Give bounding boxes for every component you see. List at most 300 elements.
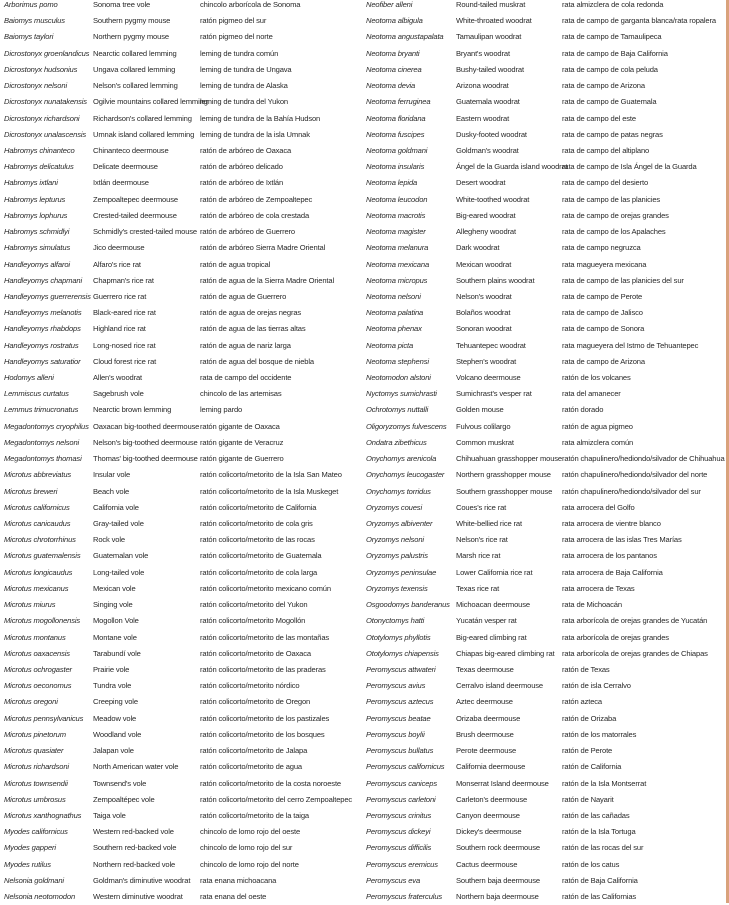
english-name-cell: Tamaulipan woodrat [456,32,522,42]
scientific-name-cell: Oryzomys peninsulae [366,567,437,577]
english-name-cell: Stephen's woodrat [456,356,517,366]
scientific-name-cell: Ototylomys chiapensis [366,648,439,658]
table-row [362,662,726,678]
english-name-cell: Guatemala woodrat [456,97,520,107]
english-name-cell: White-bellied rice rat [456,519,522,528]
spanish-name-cell: rata enana del oeste [200,892,267,902]
spanish-name-cell: ratón de agua de Guerrero [200,291,287,301]
english-name-cell: Monserrat Island deermouse [456,778,549,788]
scientific-name-cell: Osgoodomys banderanus [366,600,450,610]
scientific-name-cell: Peromyscus californicus [366,762,445,772]
scientific-name-cell: Handleyomys saturatior [4,356,81,366]
scientific-name-cell: Peromyscus avius [366,681,426,691]
scientific-name-cell: Dicrostonyx nelsoni [4,81,67,91]
table-row [362,419,726,435]
spanish-name-cell: rata de campo de Arizona [562,81,645,91]
scientific-name-cell: Neotoma albigula [366,16,423,26]
scientific-name-cell: Peromyscus boylii [366,729,425,739]
english-name-cell: Fulvous colilargo [456,421,511,431]
scientific-name-cell: Peromyscus bullatus [366,746,434,756]
english-name-cell: Southern baja deermouse [456,875,540,885]
scientific-name-cell: Microtus mogollonensis [4,616,81,626]
table-row [362,840,726,856]
table-row [0,94,362,110]
spanish-name-cell: rata de campo del altiplano [562,145,650,155]
spanish-name-cell: ratón colicorto/metorito de los pastizales [200,713,330,723]
english-name-cell: California deermouse [456,762,526,772]
english-name-cell: Nelson's big-toothed deermouse [93,437,198,447]
english-name-cell: Carleton's deermouse [456,794,528,804]
english-name-cell: Chapman's rice rat [93,275,154,285]
table-row [0,192,362,208]
table-row [362,29,726,45]
table-row [0,29,362,45]
scientific-name-cell: Peromyscus caniceps [366,778,438,788]
scientific-name-cell: Neotoma lepida [366,178,418,188]
scientific-name-cell: Otonyctomys hatti [366,616,425,626]
scientific-name-cell: Megadontomys nelsoni [4,437,80,447]
table-row [362,451,726,467]
english-name-cell: Meadow vole [93,713,137,723]
scientific-name-cell: Nelsonia neotomodon [4,892,76,902]
scientific-name-cell: Microtus umbrosus [4,794,66,804]
english-name-cell: Northern baja deermouse [456,892,539,902]
table-row [362,613,726,629]
english-name-cell: Chinanteco deermouse [93,145,169,155]
scientific-name-cell: Neofiber alleni [366,0,413,9]
spanish-name-cell: rata arborícola de orejas grandes de Yucatán [562,616,708,626]
spanish-name-cell: ratón gigante de Oaxaca [200,421,280,431]
spanish-name-cell: ratón colicorto/metorito de agua [200,762,302,772]
spanish-name-cell: ratón azteca [562,697,602,707]
scientific-name-cell: Microtus mexicanus [4,583,69,593]
english-name-cell: Long-nosed rice rat [93,340,156,350]
spanish-name-cell: rata de campo del occidente [200,373,292,383]
scientific-name-cell: Peromyscus crinitus [366,810,432,820]
scientific-name-cell: Peromyscus beatae [366,713,431,723]
spanish-name-cell: chincolo arborícola de Sonoma [200,0,301,9]
spanish-name-cell: ratón de Baja California [562,875,638,885]
spanish-name-cell: rata de campo del este [562,113,636,123]
english-name-cell: California vole [93,502,139,512]
spanish-name-cell: ratón colicorto/metorito del Yukon [200,600,308,610]
table-row [362,208,726,224]
english-name-cell: Goldman's diminutive woodrat [93,875,191,885]
english-name-cell: Long-tailed vole [93,567,145,577]
table-row [0,338,362,354]
spanish-name-cell: ratón de Perote [562,746,613,756]
spanish-name-cell: rata arrocera de las islas Tres Marías [562,535,682,545]
scientific-name-cell: Microtus pennsylvanicus [4,713,84,723]
english-name-cell: Southern grasshopper mouse [456,486,553,496]
spanish-name-cell: ratón colicorto/metorito de Jalapa [200,746,308,756]
spanish-name-cell: chincolo de las artemisas [200,389,282,399]
english-name-cell: Round-tailed muskrat [456,0,526,9]
table-row [362,711,726,727]
english-name-cell: Desert woodrat [456,178,506,188]
spanish-name-cell: ratón pigmeo del norte [200,32,273,42]
spanish-name-cell: ratón pigmeo del sur [200,16,267,26]
table-row [362,240,726,256]
english-name-cell: Mexican woodrat [456,259,512,269]
scientific-name-cell: Hodomys alleni [4,373,54,383]
scientific-name-cell: Neotoma angustapalata [366,32,444,42]
table-row [362,192,726,208]
table-row [0,500,362,516]
english-name-cell: Aztec deermouse [456,697,513,707]
spanish-name-cell: ratón de arbóreo de Zempoaltepec [200,194,313,204]
spanish-name-cell: ratón colicorto/metorito de los bosques [200,729,325,739]
spanish-name-cell: ratón colicorto/metorito de Oregon [200,697,311,707]
table-row [362,532,726,548]
spanish-name-cell: ratón de arbóreo de Oaxaca [200,145,292,155]
english-name-cell: Cerralvo island deermouse [456,681,543,691]
english-name-cell: Sonoma tree vole [93,0,151,9]
spanish-name-cell: rata arrocera de los pantanos [562,551,657,561]
english-name-cell: Creeping vole [93,697,138,707]
english-name-cell: Western red-backed vole [93,827,174,837]
spanish-name-cell: rata de campo de Jalisco [562,308,643,318]
english-name-cell: Ixtlán deermouse [93,178,149,188]
spanish-name-cell: rata de campo de Guatemala [562,97,657,107]
scientific-name-cell: Myodes gapperi [4,843,56,853]
english-name-cell: Allegheny woodrat [456,227,516,237]
spanish-name-cell: ratón de agua pigmeo [562,421,633,431]
english-name-cell: Rock vole [93,535,125,545]
english-name-cell: Tehuantepec woodrat [456,340,526,350]
spanish-name-cell: leming de tundra común [200,48,279,58]
scientific-name-cell: Habromys chinanteco [4,145,75,155]
table-row [0,532,362,548]
english-name-cell: Arizona woodrat [456,81,509,91]
scientific-name-cell: Megadontomys thomasi [4,454,82,464]
spanish-name-cell: ratón colicorto/metorito de Guatemala [200,551,322,561]
english-name-cell: Bryant's woodrat [456,48,510,58]
table-row [362,386,726,402]
scientific-name-cell: Neotoma fuscipes [366,129,425,139]
table-row [0,175,362,191]
scientific-name-cell: Oryzomys couesi [366,502,422,512]
english-name-cell: Mogollon Vole [93,616,139,626]
spanish-name-cell: rata de campo del desierto [562,178,649,188]
table-row [362,402,726,418]
spanish-name-cell: ratón colicorto/metorito de cola larga [200,567,318,577]
spanish-name-cell: rata de campo de Perote [562,291,643,301]
table-row [0,581,362,597]
spanish-name-cell: ratón dorado [562,405,604,415]
table-row [0,208,362,224]
table-row [0,484,362,500]
scientific-name-cell: Oligoryzomys fulvescens [366,421,447,431]
english-name-cell: Insular vole [93,470,131,480]
english-name-cell: Lower California rice rat [456,567,533,577]
scientific-name-cell: Ondatra zibethicus [366,437,427,447]
scientific-name-cell: Neotoma melanura [366,243,429,253]
spanish-name-cell: ratón de los catus [562,859,620,869]
english-name-cell: Southern rock deermouse [456,843,540,853]
spanish-name-cell: rata almizclera de cola redonda [562,0,664,9]
table-row [0,78,362,94]
spanish-name-cell: ratón de arbóreo delicado [200,162,283,172]
spanish-name-cell: rata de campo de Sonora [562,324,645,334]
spanish-name-cell: rata almizclera común [562,437,634,447]
scientific-name-cell: Microtus xanthognathus [4,810,82,820]
scientific-name-cell: Handleyomys alfaroi [4,259,70,269]
scientific-name-cell: Oryzomys albiventer [366,519,433,528]
scientific-name-cell: Myodes rutilus [4,859,51,869]
spanish-name-cell: ratón de arbóreo de cola crestada [200,210,310,220]
english-name-cell: Townsend's vole [93,778,147,788]
scientific-name-cell: Neotoma cinerea [366,64,422,74]
scientific-name-cell: Microtus californicus [4,502,70,512]
english-name-cell: Sonoran woodrat [456,324,512,334]
english-name-cell: Montane vole [93,632,137,642]
english-name-cell: Big-eared woodrat [456,210,516,220]
spanish-name-cell: ratón gigante de Veracruz [200,437,284,447]
english-name-cell: Allen's woodrat [93,373,143,383]
spanish-name-cell: ratón de Texas [562,664,610,674]
scientific-name-cell: Neotoma mexicana [366,259,430,269]
spanish-name-cell: ratón colicorto/metorito del cerro Zempoaltepec [200,794,353,804]
english-name-cell: Texas deermouse [456,664,514,674]
scientific-name-cell: Handleyomys guerrerensis [4,291,91,301]
scientific-name-cell: Onychomys arenicola [366,454,437,464]
table-row [0,257,362,273]
table-row [362,224,726,240]
spanish-name-cell: rata de campo negruzca [562,243,641,253]
spanish-name-cell: ratón de arbóreo de Guerrero [200,227,296,237]
scientific-name-cell: Microtus oeconomus [4,681,72,691]
english-name-cell: Dark woodrat [456,243,500,253]
scientific-name-cell: Baiomys musculus [4,16,65,26]
scientific-name-cell: Oryzomys nelsoni [366,535,424,545]
table-row [362,646,726,662]
spanish-name-cell: rata de campo de patas negras [562,129,663,139]
english-name-cell: Yucatán vesper rat [456,616,517,626]
scientific-name-cell: Microtus canicaudus [4,519,71,528]
scientific-name-cell: Neotoma phenax [366,324,422,334]
table-row [362,94,726,110]
scientific-name-cell: Neotoma picta [366,340,414,350]
english-name-cell: Northern pygmy mouse [93,32,169,42]
scientific-name-cell: Neotoma floridana [366,113,426,123]
english-name-cell: Bushy-tailed woodrat [456,64,524,74]
table-row [362,759,726,775]
scientific-name-cell: Microtus pinetorum [4,729,66,739]
scientific-name-cell: Handleyomys chapmani [4,275,83,285]
table-row [362,873,726,889]
scientific-name-cell: Ochrotomys nuttalli [366,405,429,415]
scientific-name-cell: Peromyscus dickeyi [366,827,431,837]
spanish-name-cell: ratón de la Isla Montserrat [562,778,647,788]
english-name-cell: Alfaro's rice rat [93,259,141,269]
english-name-cell: Marsh rice rat [456,551,501,561]
spanish-name-cell: chincolo de lomo rojo del oeste [200,827,301,837]
table-row [362,273,726,289]
spanish-name-cell: rata de campo de las planicies [562,194,661,204]
spanish-name-cell: ratón de los volcanes [562,373,631,383]
table-row [0,354,362,370]
spanish-name-cell: ratón colicorto/metorito de las montañas [200,632,330,642]
table-row [0,694,362,710]
scientific-name-cell: Habromys delicatulus [4,162,74,172]
spanish-name-cell: rata de campo de Baja California [562,48,668,58]
table-row [0,419,362,435]
spanish-name-cell: ratón colicorto/metorito nórdico [200,681,300,691]
spanish-name-cell: rata del amanecer [562,389,621,399]
spanish-name-cell: ratón colicorto/metorito de la taiga [200,810,309,820]
scientific-name-cell: Microtus guatemalensis [4,551,81,561]
spanish-name-cell: ratón colicorto/metorito de la costa noroeste [200,778,341,788]
english-name-cell: Zempoaltepec deermouse [93,194,178,204]
english-name-cell: Jalapan vole [93,746,134,756]
english-name-cell: Bolaños woodrat [456,308,511,318]
table-row [0,240,362,256]
english-name-cell: Ogilvie mountains collared lemming [93,97,208,107]
scientific-name-cell: Peromyscus eva [366,875,421,885]
scientific-name-cell: Habromys schmidlyi [4,227,70,237]
scientific-name-cell: Microtus breweri [4,486,58,496]
scientific-name-cell: Neotoma stephensi [366,356,429,366]
table-row [362,305,726,321]
english-name-cell: Cactus deermouse [456,859,518,869]
spanish-name-cell: rata arrocera de Baja California [562,567,663,577]
spanish-name-cell: rata magueyera mexicana [562,259,647,269]
english-name-cell: Nearctic brown lemming [93,405,172,415]
english-name-cell: Black-eared rice rat [93,308,156,318]
english-name-cell: Common muskrat [456,437,514,447]
scientific-name-cell: Oryzomys texensis [366,583,428,593]
english-name-cell: Chihuahuan grasshopper mouse [456,454,562,464]
spanish-name-cell: ratón de California [562,762,622,772]
spanish-name-cell: ratón de las rocas del sur [562,843,644,853]
spanish-name-cell: ratón colicorto/metorito de Oaxaca [200,648,311,658]
english-name-cell: Dickey's deermouse [456,827,522,837]
table-row [362,467,726,483]
table-row [0,711,362,727]
scientific-name-cell: Microtus miurus [4,600,56,610]
english-name-cell: Guerrero rice rat [93,291,147,301]
table-row [0,273,362,289]
english-name-cell: Highland rice rat [93,324,146,334]
table-row [0,597,362,613]
scientific-name-cell: Microtus abbreviatus [4,470,72,480]
english-name-cell: Thomas' big-toothed deermouse [93,454,198,464]
spanish-name-cell: leming pardo [200,405,243,415]
scientific-name-cell: Handleyomys rhabdops [4,324,81,334]
spanish-name-cell: rata de campo de Tamaulipeca [562,32,662,42]
table-row [0,840,362,856]
spanish-name-cell: ratón de arbóreo Sierra Madre Oriental [200,243,326,253]
table-row [362,484,726,500]
table-row [362,824,726,840]
table-row [362,792,726,808]
table-row [362,548,726,564]
table-row [362,289,726,305]
scientific-name-cell: Peromyscus attwateri [366,664,436,674]
spanish-name-cell: rata de campo de Isla Ángel de la Guarda [562,162,697,172]
table-row [0,127,362,143]
table-row [0,289,362,305]
scientific-name-cell: Habromys ixtlani [4,178,58,188]
scientific-name-cell: Onychomys leucogaster [366,470,445,480]
scientific-name-cell: Lemmiscus curtatus [4,389,69,399]
table-row [362,694,726,710]
table-row [362,776,726,792]
english-name-cell: White-toothed woodrat [456,194,530,204]
table-row [0,386,362,402]
spanish-name-cell: ratón de agua de orejas negras [200,308,302,318]
english-name-cell: Southern plains woodrat [456,275,535,285]
spanish-name-cell: ratón colicorto/metorito de cola gris [200,519,313,528]
table-row [0,565,362,581]
scientific-name-cell: Handleyomys melanotis [4,308,82,318]
scientific-name-cell: Peromyscus fraterculus [366,892,443,902]
spanish-name-cell: rata de campo de Arizona [562,356,645,366]
english-name-cell: Schmidly's crested-tailed mouse [93,227,197,237]
table-row [0,646,362,662]
table-row [0,824,362,840]
spanish-name-cell: rata de campo de garganta blanca/rata ropalera [562,16,716,26]
scientific-name-cell: Dicrostonyx richardsoni [4,113,80,123]
scientific-name-cell: Neotoma devia [366,81,416,91]
table-row [362,13,726,29]
scientific-name-cell: Peromyscus eremicus [366,859,438,869]
english-name-cell: Chiapas big-eared climbing rat [456,648,555,658]
table-row [0,808,362,824]
english-name-cell: Delicate deermouse [93,162,158,172]
table-row [0,776,362,792]
table-row [0,662,362,678]
english-name-cell: Zempoaltépec vole [93,794,155,804]
scientific-name-cell: Nyctomys sumichrasti [366,389,437,399]
table-row [0,467,362,483]
spanish-name-cell: leming de tundra de Ungava [200,64,292,74]
english-name-cell: Ángel de la Guarda island woodrat [456,162,568,172]
english-name-cell: Sumichrast's vesper rat [456,389,532,399]
spanish-name-cell: rata arrocera de Texas [562,583,635,593]
table-row [0,305,362,321]
scientific-name-cell: Neotoma ferruginea [366,97,431,107]
table-row [362,808,726,824]
spanish-name-cell: ratón chapulinero/hediondo/silvador del norte [562,470,708,480]
scientific-name-cell: Microtus montanus [4,632,66,642]
table-row [362,354,726,370]
table-row [362,597,726,613]
table-row [0,792,362,808]
scientific-name-cell: Microtus oaxacensis [4,648,70,658]
table-row [0,111,362,127]
scientific-name-cell: Microtus quasiater [4,746,64,756]
spanish-name-cell: ratón de agua de las tierras altas [200,324,306,334]
table-row [362,630,726,646]
english-name-cell: Golden mouse [456,405,504,415]
spanish-name-cell: rata arborícola de orejas grandes de Chiapas [562,648,708,658]
scientific-name-cell: Dicrostonyx unalascensis [4,129,87,139]
spanish-name-cell: ratón colicorto/metorito Mogollón [200,616,306,626]
english-name-cell: Ungava collared lemming [93,64,176,74]
scientific-name-cell: Neotoma micropus [366,275,428,285]
english-name-cell: Eastern woodrat [456,113,510,123]
table-row [0,743,362,759]
english-name-cell: Guatemalan vole [93,551,149,561]
spanish-name-cell: leming de tundra de la isla Umnak [200,129,310,139]
spanish-name-cell: ratón colicorto/metorito de las praderas [200,664,326,674]
table-row [0,224,362,240]
scientific-name-cell: Microtus ochrogaster [4,664,72,674]
spanish-name-cell: rata enana michoacana [200,875,277,885]
table-row [362,257,726,273]
